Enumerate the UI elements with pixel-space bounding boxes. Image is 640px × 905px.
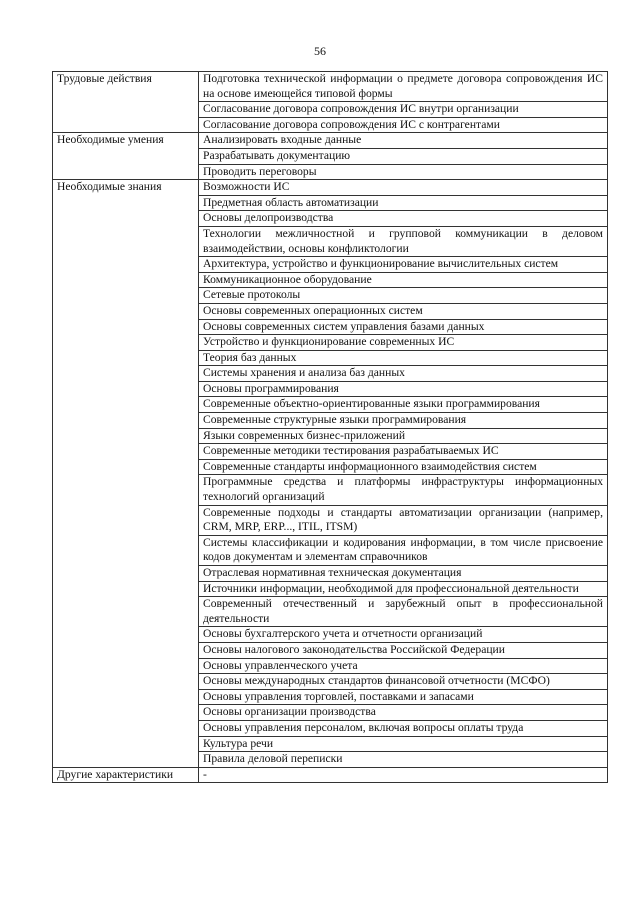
section-item: Подготовка технической информации о предмете договора сопровождения ИС на основе имеющейся типовой формы: [199, 72, 608, 102]
section-item: Проводить переговоры: [199, 164, 608, 180]
section-item: Предметная область автоматизации: [199, 195, 608, 211]
section-item: Основы управления торговлей, поставками и запасами: [199, 689, 608, 705]
table-row: [53, 767, 608, 783]
section-item: Архитектура, устройство и функционирование вычислительных систем: [199, 257, 608, 273]
section-item: Основы бухгалтерского учета и отчетности организаций: [199, 627, 608, 643]
section-item: Современные методики тестирования разрабатываемых ИС: [199, 444, 608, 460]
section-item: Согласование договора сопровождения ИС с контрагентами: [199, 117, 608, 133]
section-item: Основы управленческого учета: [199, 658, 608, 674]
section-item: Теория баз данных: [199, 350, 608, 366]
section-item: -: [199, 767, 608, 783]
section-item: Основы организации производства: [199, 705, 608, 721]
page-number: 56: [314, 44, 326, 58]
section-item: Основы управления персоналом, включая вопросы оплаты труда: [199, 720, 608, 736]
section-item: Согласование договора сопровождения ИС внутри организации: [199, 102, 608, 118]
section-item: Современные объектно-ориентированные языки программирования: [199, 397, 608, 413]
section-item: Современные стандарты информационного взаимодействия систем: [199, 459, 608, 475]
section-item: Отраслевая нормативная техническая документация: [199, 566, 608, 582]
section-item: Основы современных систем управления базами данных: [199, 319, 608, 335]
section-item: Системы хранения и анализа баз данных: [199, 366, 608, 382]
section-item: Сетевые протоколы: [199, 288, 608, 304]
section-item: Разрабатывать документацию: [199, 148, 608, 164]
section-item: Современный отечественный и зарубежный опыт в профессиональной деятельности: [199, 597, 608, 627]
section-item: Современные структурные языки программирования: [199, 413, 608, 429]
table-row: [53, 72, 608, 102]
section-item: Возможности ИС: [199, 180, 608, 196]
section-label: Другие характеристики: [53, 767, 199, 783]
section-item: Культура речи: [199, 736, 608, 752]
section-item: Устройство и функционирование современных ИС: [199, 335, 608, 351]
section-label: Необходимые умения: [53, 133, 199, 180]
section-item: Технологии межличностной и групповой коммуникации в деловом взаимодействии, основы конфликтологии: [199, 226, 608, 256]
table-row: [53, 133, 608, 149]
section-item: Основы налогового законодательства Российской Федерации: [199, 642, 608, 658]
section-item: Языки современных бизнес-приложений: [199, 428, 608, 444]
table-row: [53, 180, 608, 196]
section-label: Необходимые знания: [53, 180, 199, 768]
section-label: Трудовые действия: [53, 72, 199, 133]
section-item: Современные подходы и стандарты автоматизации организации (например, CRM, MRP, ERP..., ITIL, ITSM): [199, 505, 608, 535]
section-item: Программные средства и платформы инфраструктуры информационных технологий организаций: [199, 475, 608, 505]
competency-table-body: [53, 72, 608, 783]
section-item: Правила деловой переписки: [199, 752, 608, 768]
section-item: Основы программирования: [199, 381, 608, 397]
section-item: Основы современных операционных систем: [199, 303, 608, 319]
competency-table: [52, 71, 608, 783]
section-item: Основы международных стандартов финансовой отчетности (МСФО): [199, 674, 608, 690]
section-item: Коммуникационное оборудование: [199, 272, 608, 288]
section-item: Источники информации, необходимой для профессиональной деятельности: [199, 581, 608, 597]
section-item: Основы делопроизводства: [199, 211, 608, 227]
section-item: Анализировать входные данные: [199, 133, 608, 149]
section-item: Системы классификации и кодирования информации, в том числе присвоение кодов документам и элементам справочников: [199, 535, 608, 565]
